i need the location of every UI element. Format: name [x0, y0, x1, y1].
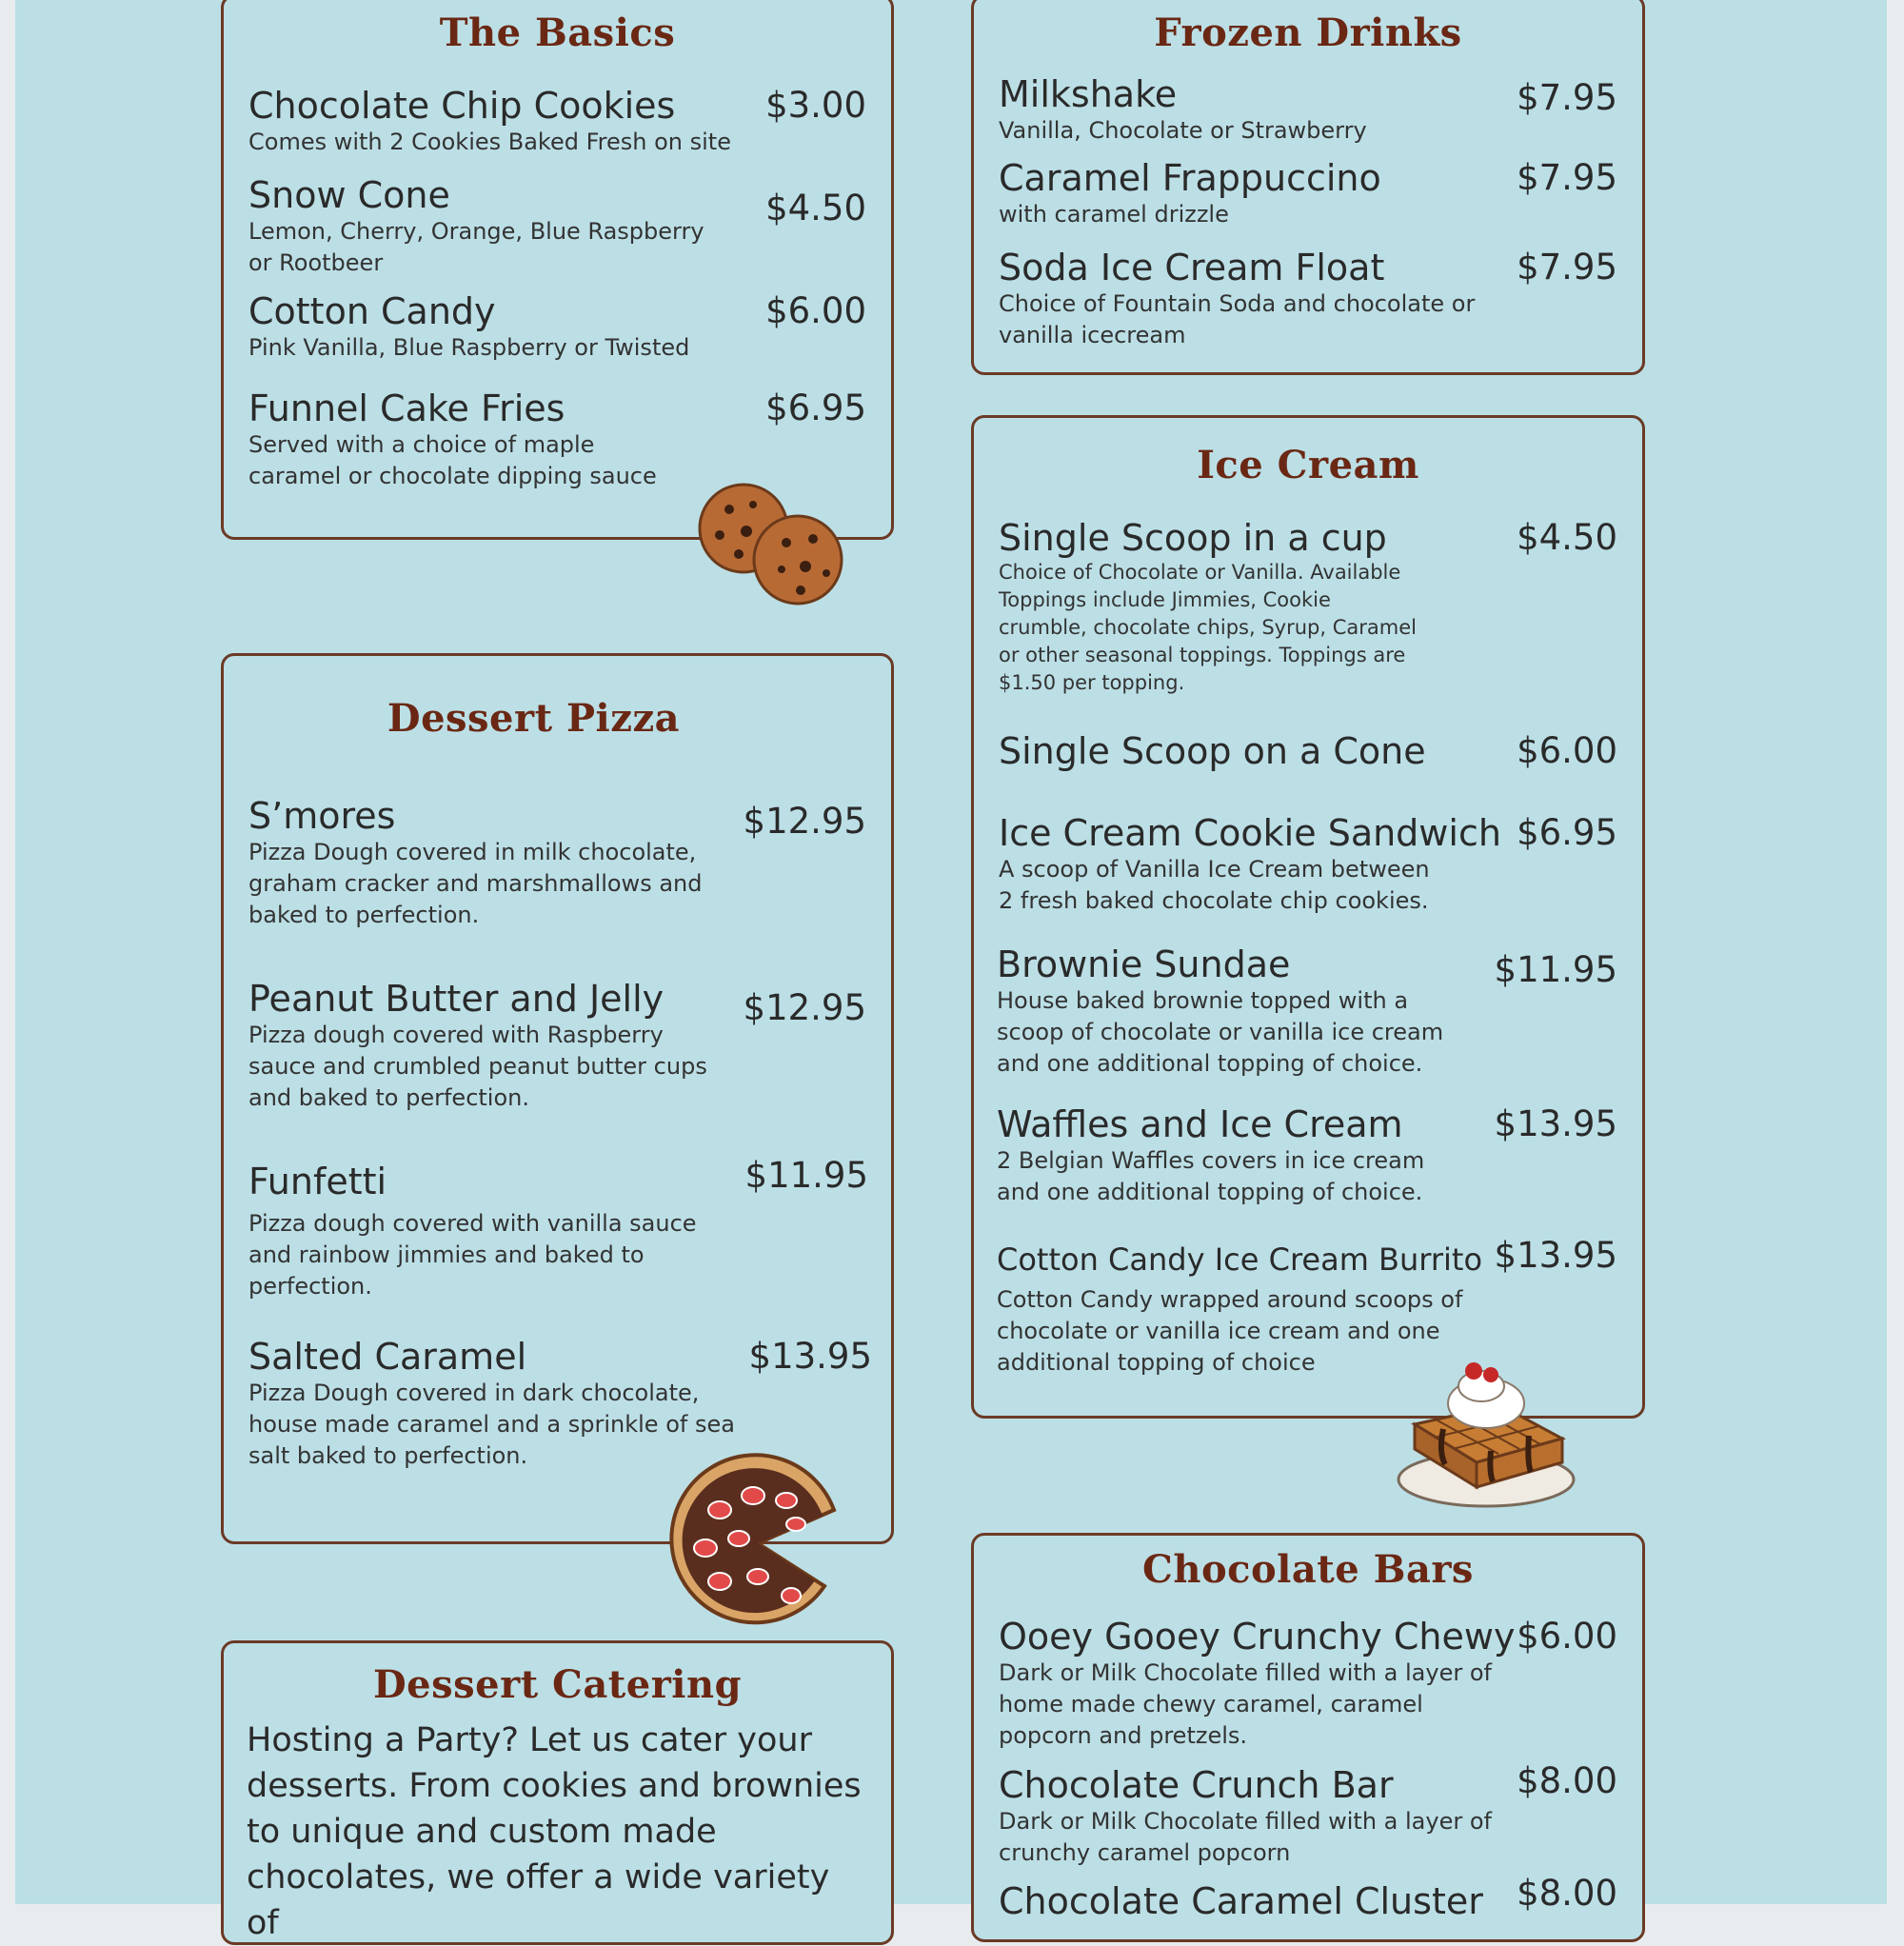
item-description: Comes with 2 Cookies Baked Fresh on site — [248, 129, 731, 155]
item-price: $6.00 — [765, 290, 866, 331]
item-name: Single Scoop in a cup — [999, 517, 1387, 559]
waffle-sundae-icon — [1386, 1358, 1586, 1510]
menu-item — [999, 1616, 1617, 1752]
menu-item — [248, 795, 866, 931]
item-description: A scoop of Vanilla Ice Cream between 2 fresh baked chocolate chip cookies. — [999, 856, 1430, 914]
menu-item — [999, 812, 1617, 917]
item-price: $13.95 — [1494, 1103, 1617, 1144]
menu-item — [248, 1336, 872, 1472]
section-title: Ice Cream — [1197, 443, 1419, 487]
item-name: Soda Ice Cream Float — [999, 247, 1385, 288]
item-price: $7.95 — [1517, 157, 1617, 198]
menu-item — [997, 943, 1617, 1080]
item-price: $13.95 — [748, 1336, 872, 1377]
item-price: $4.50 — [1517, 517, 1617, 558]
item-description: Vanilla, Chocolate or Strawberry — [999, 117, 1367, 144]
item-name: Cotton Candy — [248, 290, 496, 332]
item-name: Salted Caramel — [248, 1336, 527, 1378]
item-name: Snow Cone — [248, 174, 450, 216]
item-description: Cotton Candy wrapped around scoops of chocolate or vanilla ice cream and one additional topping of choice — [997, 1286, 1463, 1376]
item-description: Choice of Fountain Soda and chocolate or vanilla icecream — [999, 290, 1476, 348]
item-description: Dark or Milk Chocolate filled with a layer of home made chewy caramel, caramel popcorn and pretzels. — [999, 1659, 1492, 1749]
item-description: Pizza dough covered with vanilla sauce and rainbow jimmies and baked to perfection. — [248, 1210, 697, 1300]
item-description: Pink Vanilla, Blue Raspberry or Twisted — [248, 334, 690, 361]
item-price: $4.50 — [765, 188, 866, 228]
menu-item — [248, 174, 866, 279]
cookies-icon — [691, 476, 863, 609]
item-price: $7.95 — [1517, 247, 1617, 288]
dessert-catering-card — [221, 1640, 894, 1945]
menu-item — [248, 978, 866, 1114]
menu-page — [15, 0, 1887, 1942]
item-price: $12.95 — [743, 987, 866, 1028]
item-description: with caramel drizzle — [999, 201, 1229, 228]
item-description: Pizza Dough covered in milk chocolate, graham cracker and marshmallows and baked to perfection. — [248, 839, 703, 928]
pizza-icon — [663, 1453, 853, 1634]
item-price: $6.00 — [1517, 1616, 1617, 1657]
menu-item — [999, 247, 1617, 351]
item-name: Cotton Candy Ice Cream Burrito — [997, 1241, 1483, 1278]
menu-item — [999, 517, 1617, 697]
dessert-pizza-card — [221, 653, 894, 1544]
menu-item — [248, 290, 866, 364]
item-name: Funfetti — [248, 1161, 387, 1202]
item-name: Peanut Butter and Jelly — [248, 978, 664, 1020]
section-title: Frozen Drinks — [1154, 10, 1462, 55]
section-title: Dessert Pizza — [387, 696, 681, 741]
item-price: $8.00 — [1517, 1873, 1617, 1914]
chocolate-bars-card — [971, 1533, 1645, 1942]
item-name: Funnel Cake Fries — [248, 387, 565, 429]
menu-item — [999, 1873, 1617, 1922]
item-price: $6.95 — [765, 387, 866, 428]
item-name: Ooey Gooey Crunchy Chewy — [999, 1616, 1516, 1658]
item-description: House baked brownie topped with a scoop of chocolate or vanilla ice cream and one additional topping of choice. — [997, 987, 1444, 1077]
item-price: $6.00 — [1517, 730, 1617, 771]
item-description: Served with a choice of maple caramel or chocolate dipping sauce — [248, 431, 657, 489]
menu-item — [999, 157, 1617, 230]
item-name: Ice Cream Cookie Sandwich — [999, 812, 1501, 854]
item-description: Lemon, Cherry, Orange, Blue Raspberry or Rootbeer — [248, 218, 704, 276]
item-name: Chocolate Crunch Bar — [999, 1764, 1394, 1806]
menu-item — [248, 1155, 868, 1302]
item-price: $11.95 — [744, 1155, 868, 1196]
item-name: Milkshake — [999, 73, 1178, 115]
menu-item — [999, 730, 1617, 772]
section-title: Dessert Catering — [372, 1662, 743, 1707]
item-price: $6.95 — [1517, 812, 1617, 853]
item-price: $7.95 — [1517, 77, 1617, 118]
section-title: The Basics — [439, 10, 676, 55]
item-price: $3.00 — [765, 85, 866, 126]
item-name: Chocolate Chip Cookies — [248, 85, 676, 127]
item-description: Choice of Chocolate or Vanilla. Available Toppings include Jimmies, Cookie crumble, chocolate chips, Syrup, Caramel or other seasonal toppings. Toppings are $1.50 per topping. — [999, 561, 1417, 694]
item-name: Brownie Sundae — [997, 943, 1291, 985]
menu-item — [999, 1760, 1617, 1869]
item-description: 2 Belgian Waffles covers in ice cream and one additional topping of choice. — [997, 1147, 1425, 1205]
item-price: $11.95 — [1494, 949, 1617, 990]
catering-description: Hosting a Party? Let us cater your desserts. From cookies and brownies to unique and custom made chocolates, we offer a wide variety of — [247, 1721, 862, 1942]
menu-item — [999, 73, 1617, 147]
item-price: $8.00 — [1517, 1760, 1617, 1801]
basics-card — [221, 0, 894, 540]
section-title: Chocolate Bars — [1142, 1547, 1474, 1592]
ice-cream-card — [971, 415, 1645, 1419]
item-price: $13.95 — [1494, 1235, 1617, 1276]
item-name: Waffles and Ice Cream — [997, 1103, 1403, 1145]
item-description: Pizza Dough covered in dark chocolate, house made caramel and a sprinkle of sea salt baked to perfection. — [248, 1380, 735, 1469]
frozen-drinks-card — [971, 0, 1645, 375]
item-name: Single Scoop on a Cone — [999, 730, 1426, 772]
menu-item — [248, 85, 866, 158]
item-description: Pizza dough covered with Raspberry sauce and crumbled peanut butter cups and baked to perfection. — [248, 1022, 707, 1111]
menu-item — [997, 1103, 1617, 1208]
item-description: Dark or Milk Chocolate filled with a layer of crunchy caramel popcorn — [999, 1808, 1492, 1866]
item-name: Caramel Frappuccino — [999, 157, 1381, 199]
item-name: S’mores — [248, 795, 396, 837]
item-name: Chocolate Caramel Cluster — [999, 1880, 1483, 1922]
item-price: $12.95 — [743, 801, 866, 842]
